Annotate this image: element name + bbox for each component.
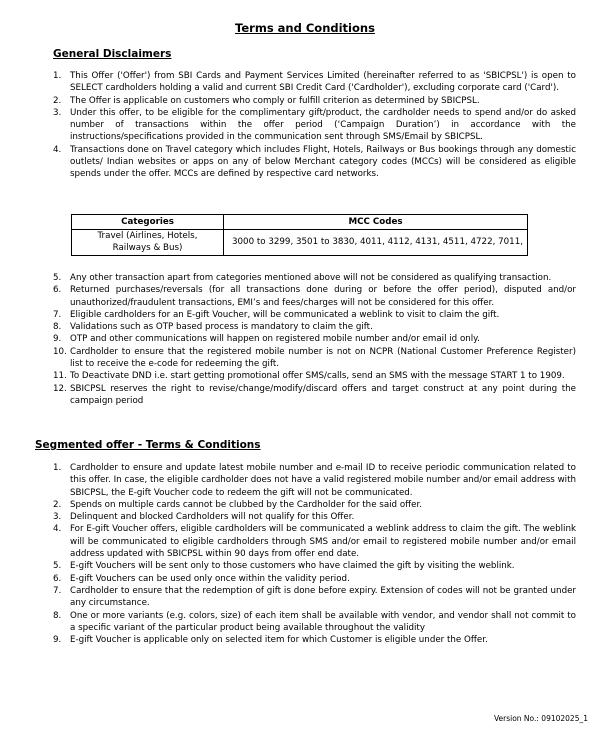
general-disclaimers-list-part2 bbox=[53, 272, 576, 407]
list-item-number: 8. bbox=[53, 610, 62, 621]
list-item-number: 5. bbox=[53, 273, 62, 283]
list-item bbox=[53, 585, 576, 610]
list-item-number: 1. bbox=[53, 71, 62, 81]
list-item bbox=[53, 333, 576, 345]
list-item bbox=[53, 634, 576, 646]
list-item-number: 4. bbox=[53, 524, 62, 535]
list-item-number: 3. bbox=[53, 512, 62, 523]
mcc-table bbox=[71, 214, 528, 256]
list-item-text: Spends on multiple cards cannot be clubbed by the Cardholder for the said offer. bbox=[70, 499, 423, 510]
mcc-table-cell-category: Travel (Airlines, Hotels, Railways & Bus) bbox=[72, 230, 224, 256]
list-item bbox=[53, 70, 576, 95]
list-item-number: 9. bbox=[53, 635, 62, 646]
list-item-text: E-gift Vouchers can be used only once within the validity period. bbox=[70, 573, 350, 584]
general-disclaimers-list-part1 bbox=[53, 70, 576, 181]
list-item bbox=[53, 107, 576, 144]
list-item bbox=[53, 462, 576, 499]
list-item bbox=[53, 370, 576, 382]
list-item-number: 1. bbox=[53, 463, 62, 473]
list-item-text: OTP and other communications will happen on registered mobile number and/or email id only. bbox=[70, 334, 480, 345]
list-item bbox=[53, 573, 576, 585]
segmented-offer-list bbox=[53, 462, 576, 646]
list-item-text: Validations such as OTP based process is mandatory to claim the gift. bbox=[70, 322, 373, 333]
list-item-text: Under this offer, to be eligible for the complimentary gift/product, the cardholder needs to spend and/or do asked number of transactions within the offer period (‘Campaign Duration’) in accordance with the instructions/specifications provided in the communication sent through SMS/Email by SBICPSL. bbox=[70, 107, 576, 143]
list-item-text: Returned purchases/reversals (for all transactions done during or before the offer period), disputed and/or unauthorized/fraudulent transactions, EMI’s and fees/charges will not be considered for this offer. bbox=[70, 285, 576, 308]
list-item-text: Cardholder to ensure and update latest mobile number and e-mail ID to receive periodic communication related to this offer. In case, the eligible cardholder does not have a valid registered mobile number and/or email address with SBICPSL, the E-gift Voucher code to redeem the gift will not be communicated. bbox=[70, 463, 576, 498]
list-item-number: 6. bbox=[53, 285, 62, 296]
list-item-number: 7. bbox=[53, 585, 62, 596]
list-item-text: E-gift Voucher is applicable only on selected item for which Customer is eligible under the Offer. bbox=[70, 635, 488, 646]
list-item-number: 4. bbox=[53, 144, 62, 155]
list-item-text: E-gift Vouchers will be sent only to those customers who have claimed the gift by visiting the weblink. bbox=[70, 561, 515, 572]
list-item-number: 8. bbox=[53, 322, 62, 333]
list-item bbox=[53, 346, 576, 371]
list-item bbox=[53, 321, 576, 333]
list-item-number: 2. bbox=[53, 499, 62, 510]
list-item bbox=[53, 610, 576, 635]
list-item bbox=[53, 95, 576, 107]
list-item-text: Eligible cardholders for an E-gift Voucher, will be communicated a weblink to visit to claim the gift. bbox=[70, 309, 500, 320]
list-item-number: 11. bbox=[53, 371, 67, 382]
list-item-number: 6. bbox=[53, 573, 62, 584]
list-item bbox=[53, 284, 576, 309]
list-item-text: This Offer ('Offer') from SBI Cards and Payment Services Limited (hereinafter referred to as 'SBICPSL') is open to SELECT cardholders holding a valid and current SBI Credit Card ('Cardholder'), excluding corporate card ('Card'). bbox=[70, 71, 576, 94]
list-item-number: 10. bbox=[53, 346, 67, 357]
list-item-text: Cardholder to ensure that the redemption of gift is done before expiry. Extension of codes will not be granted under any circumstance. bbox=[70, 585, 576, 609]
list-item-text: SBICPSL reserves the right to revise/change/modify/discard offers and target construct at any point during the campaign period bbox=[70, 383, 576, 406]
list-item-text: Transactions done on Travel category which includes Flight, Hotels, Railways or Bus bookings through any domestic outlets/ Indian websites or apps on any of below Merchant category codes (MCCs) will be considered as eligible spends under the offer. MCCs are defined by respective card networks. bbox=[70, 144, 576, 180]
version-number: Version No.: 09102025_1 bbox=[493, 714, 588, 723]
table-row bbox=[72, 230, 528, 256]
list-item-number: 9. bbox=[53, 334, 62, 345]
list-item-text: Any other transaction apart from categories mentioned above will not be considered as qualifying transaction. bbox=[70, 273, 552, 283]
list-item bbox=[53, 523, 576, 560]
list-item bbox=[53, 272, 576, 284]
list-item-text: To Deactivate DND i.e. start getting promotional offer SMS/calls, send an SMS with the message START 1 to 1909. bbox=[70, 371, 565, 382]
segmented-offer-heading: Segmented offer - Terms & Conditions bbox=[35, 439, 261, 451]
list-item-number: 5. bbox=[53, 561, 62, 572]
list-item-text: Delinquent and blocked Cardholders will not qualify for this Offer. bbox=[70, 512, 355, 523]
mcc-table-cell-codes: 3000 to 3299, 3501 to 3830, 4011, 4112, 4131, 4511, 4722, 7011, bbox=[224, 230, 528, 256]
general-disclaimers-heading: General Disclaimers bbox=[53, 48, 172, 60]
list-item-number: 2. bbox=[53, 95, 62, 106]
list-item-text: Cardholder to ensure that the registered mobile number is not on NCPR (National Customer Preference Register) list to receive the e-code for redeeming the gift. bbox=[70, 346, 576, 370]
list-item bbox=[53, 309, 576, 321]
mcc-table-header-categories: Categories bbox=[72, 215, 224, 230]
mcc-table-header-codes: MCC Codes bbox=[224, 215, 528, 230]
list-item-number: 3. bbox=[53, 107, 62, 118]
list-item-text: The Offer is applicable on customers who comply or fulfill criterion as determined by SBICPSL. bbox=[70, 95, 480, 106]
list-item bbox=[53, 560, 576, 572]
list-item-number: 12. bbox=[53, 383, 67, 394]
list-item bbox=[53, 499, 576, 511]
list-item bbox=[53, 144, 576, 181]
list-item-number: 7. bbox=[53, 309, 62, 320]
mcc-table-header-row bbox=[72, 215, 528, 230]
page-title: Terms and Conditions bbox=[235, 21, 375, 35]
list-item bbox=[53, 383, 576, 408]
list-item bbox=[53, 511, 576, 523]
list-item-text: For E-gift Voucher offers, eligible cardholders will be communicated a weblink address to claim the gift. The weblink will be communicated to eligible cardholders through SMS and/or email to registered mobile number and/or email address updated with SBICPSL within 90 days from offer end date. bbox=[70, 524, 576, 560]
list-item-text: One or more variants (e.g. colors, size) of each item shall be available with vendor, and vendor shall not commit to a specific variant of the particular product being available throughout the validity bbox=[70, 610, 576, 633]
